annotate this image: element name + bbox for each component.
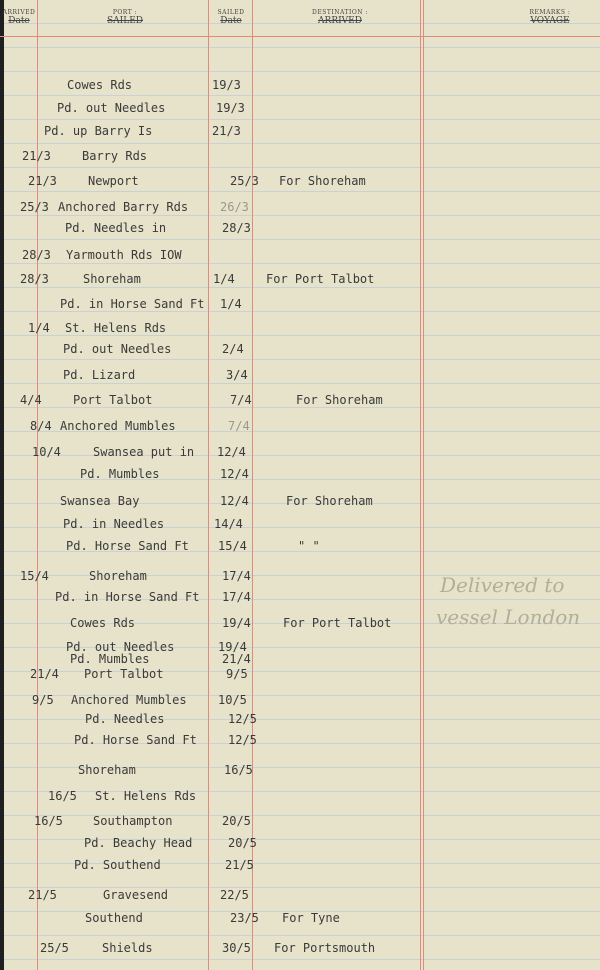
destination-entry: " " — [298, 539, 320, 553]
sailed-date: 7/4 — [228, 419, 250, 433]
column-divider — [420, 0, 421, 970]
destination-entry: For Tyne — [282, 911, 340, 925]
port-entry: Southend — [85, 911, 143, 925]
port-entry: Southampton — [93, 814, 173, 828]
arrived-date: 21/4 — [30, 667, 59, 681]
port-entry: Pd. in Horse Sand Ft — [60, 297, 205, 311]
column-divider — [208, 0, 209, 970]
port-entry: Shields — [102, 941, 153, 955]
header-remarks: REMARKS : VOYAGE — [529, 9, 571, 26]
sailed-date: 15/4 — [218, 539, 247, 553]
sailed-date: 20/5 — [228, 836, 257, 850]
port-entry: Anchored Mumbles — [60, 419, 176, 433]
port-entry: Pd. up Barry Is — [44, 124, 153, 138]
sailed-date: 21/4 — [222, 652, 251, 666]
sailed-date: 1/4 — [213, 272, 235, 286]
header-rule — [0, 36, 600, 37]
port-entry: Pd. Beachy Head — [84, 836, 193, 850]
arrived-date: 21/3 — [28, 174, 57, 188]
sailed-date: 2/4 — [222, 342, 244, 356]
sailed-date: 12/5 — [228, 733, 257, 747]
sailed-date: 19/3 — [212, 78, 241, 92]
sailed-date: 9/5 — [226, 667, 248, 681]
arrived-date: 8/4 — [30, 419, 52, 433]
port-entry: Pd. out Needles — [63, 342, 172, 356]
column-divider — [423, 0, 424, 970]
sailed-date: 12/4 — [220, 494, 249, 508]
port-entry: Shoreham — [78, 763, 136, 777]
header-port: PORT : SAILED — [107, 9, 143, 26]
sailed-date: 14/4 — [214, 517, 243, 531]
port-entry: Pd. out Needles — [66, 640, 175, 654]
port-entry: St. Helens Rds — [65, 321, 167, 335]
sailed-date: 19/4 — [218, 640, 247, 654]
arrived-date: 15/4 — [20, 569, 49, 583]
port-entry: Anchored Mumbles — [71, 693, 187, 707]
port-entry: Pd. Mumbles — [70, 652, 150, 666]
arrived-date: 9/5 — [32, 693, 54, 707]
port-entry: Newport — [88, 174, 139, 188]
arrived-date: 25/5 — [40, 941, 69, 955]
port-entry: Barry Rds — [82, 149, 148, 163]
port-entry: Pd. Lizard — [63, 368, 136, 382]
sailed-date: 28/3 — [222, 221, 251, 235]
sailed-date: 10/5 — [218, 693, 247, 707]
header-destination: DESTINATION : ARRIVED — [312, 9, 368, 26]
handwritten-remark: vessel London — [436, 605, 581, 629]
handwritten-remark: Delivered to — [440, 573, 565, 597]
port-entry: Swansea put in — [93, 445, 195, 459]
arrived-date: 28/3 — [22, 248, 51, 262]
port-entry: Gravesend — [103, 888, 169, 902]
destination-entry: For Port Talbot — [266, 272, 375, 286]
port-entry: Anchored Barry Rds — [58, 200, 189, 214]
sailed-date: 19/3 — [216, 101, 245, 115]
arrived-date: 16/5 — [48, 789, 77, 803]
arrived-date: 21/3 — [22, 149, 51, 163]
port-entry: Pd. Horse Sand Ft — [74, 733, 197, 747]
sailed-date: 21/5 — [225, 858, 254, 872]
destination-entry: For Port Talbot — [283, 616, 392, 630]
port-entry: Pd. Southend — [74, 858, 161, 872]
sailed-date: 3/4 — [226, 368, 248, 382]
sailed-date: 22/5 — [220, 888, 249, 902]
sailed-date: 23/5 — [230, 911, 259, 925]
port-entry: Pd. Horse Sand Ft — [66, 539, 189, 553]
destination-entry: For Shoreham — [286, 494, 373, 508]
sailed-date: 26/3 — [220, 200, 249, 214]
port-entry: Swansea Bay — [60, 494, 140, 508]
sailed-date: 17/4 — [222, 590, 251, 604]
arrived-date: 4/4 — [20, 393, 42, 407]
arrived-date: 21/5 — [28, 888, 57, 902]
destination-entry: For Shoreham — [296, 393, 383, 407]
sailed-date: 21/3 — [212, 124, 241, 138]
port-entry: Yarmouth Rds IOW — [66, 248, 182, 262]
port-entry: Pd. Needles in — [65, 221, 167, 235]
sailed-date: 20/5 — [222, 814, 251, 828]
sailed-date: 12/4 — [217, 445, 246, 459]
sailed-date: 17/4 — [222, 569, 251, 583]
arrived-date: 1/4 — [28, 321, 50, 335]
port-entry: Port Talbot — [73, 393, 153, 407]
column-divider — [252, 0, 253, 970]
sailed-date: 12/5 — [228, 712, 257, 726]
port-entry: Shoreham — [89, 569, 147, 583]
sailed-date: 16/5 — [224, 763, 253, 777]
arrived-date: 16/5 — [34, 814, 63, 828]
destination-entry: For Portsmouth — [274, 941, 376, 955]
port-entry: Pd. in Horse Sand Ft — [55, 590, 200, 604]
port-entry: Pd. in Needles — [63, 517, 165, 531]
port-entry: Pd. Needles — [85, 712, 165, 726]
port-entry: Pd. Mumbles — [80, 467, 160, 481]
sailed-date: 1/4 — [220, 297, 242, 311]
port-entry: Port Talbot — [84, 667, 164, 681]
sailed-date: 25/3 — [230, 174, 259, 188]
arrived-date: 28/3 — [20, 272, 49, 286]
sailed-date: 19/4 — [222, 616, 251, 630]
sailed-date: 12/4 — [220, 467, 249, 481]
header-sailed: SAILED Date — [217, 9, 245, 26]
port-entry: St. Helens Rds — [95, 789, 197, 803]
port-entry: Cowes Rds — [70, 616, 136, 630]
arrived-date: 10/4 — [32, 445, 61, 459]
sailed-date: 7/4 — [230, 393, 252, 407]
binding-edge — [0, 0, 4, 970]
destination-entry: For Shoreham — [279, 174, 366, 188]
arrived-date: 25/3 — [20, 200, 49, 214]
header-arrived: ARRIVED Date — [2, 9, 36, 26]
port-entry: Pd. out Needles — [57, 101, 166, 115]
sailed-date: 30/5 — [222, 941, 251, 955]
port-entry: Shoreham — [83, 272, 141, 286]
port-entry: Cowes Rds — [67, 78, 133, 92]
